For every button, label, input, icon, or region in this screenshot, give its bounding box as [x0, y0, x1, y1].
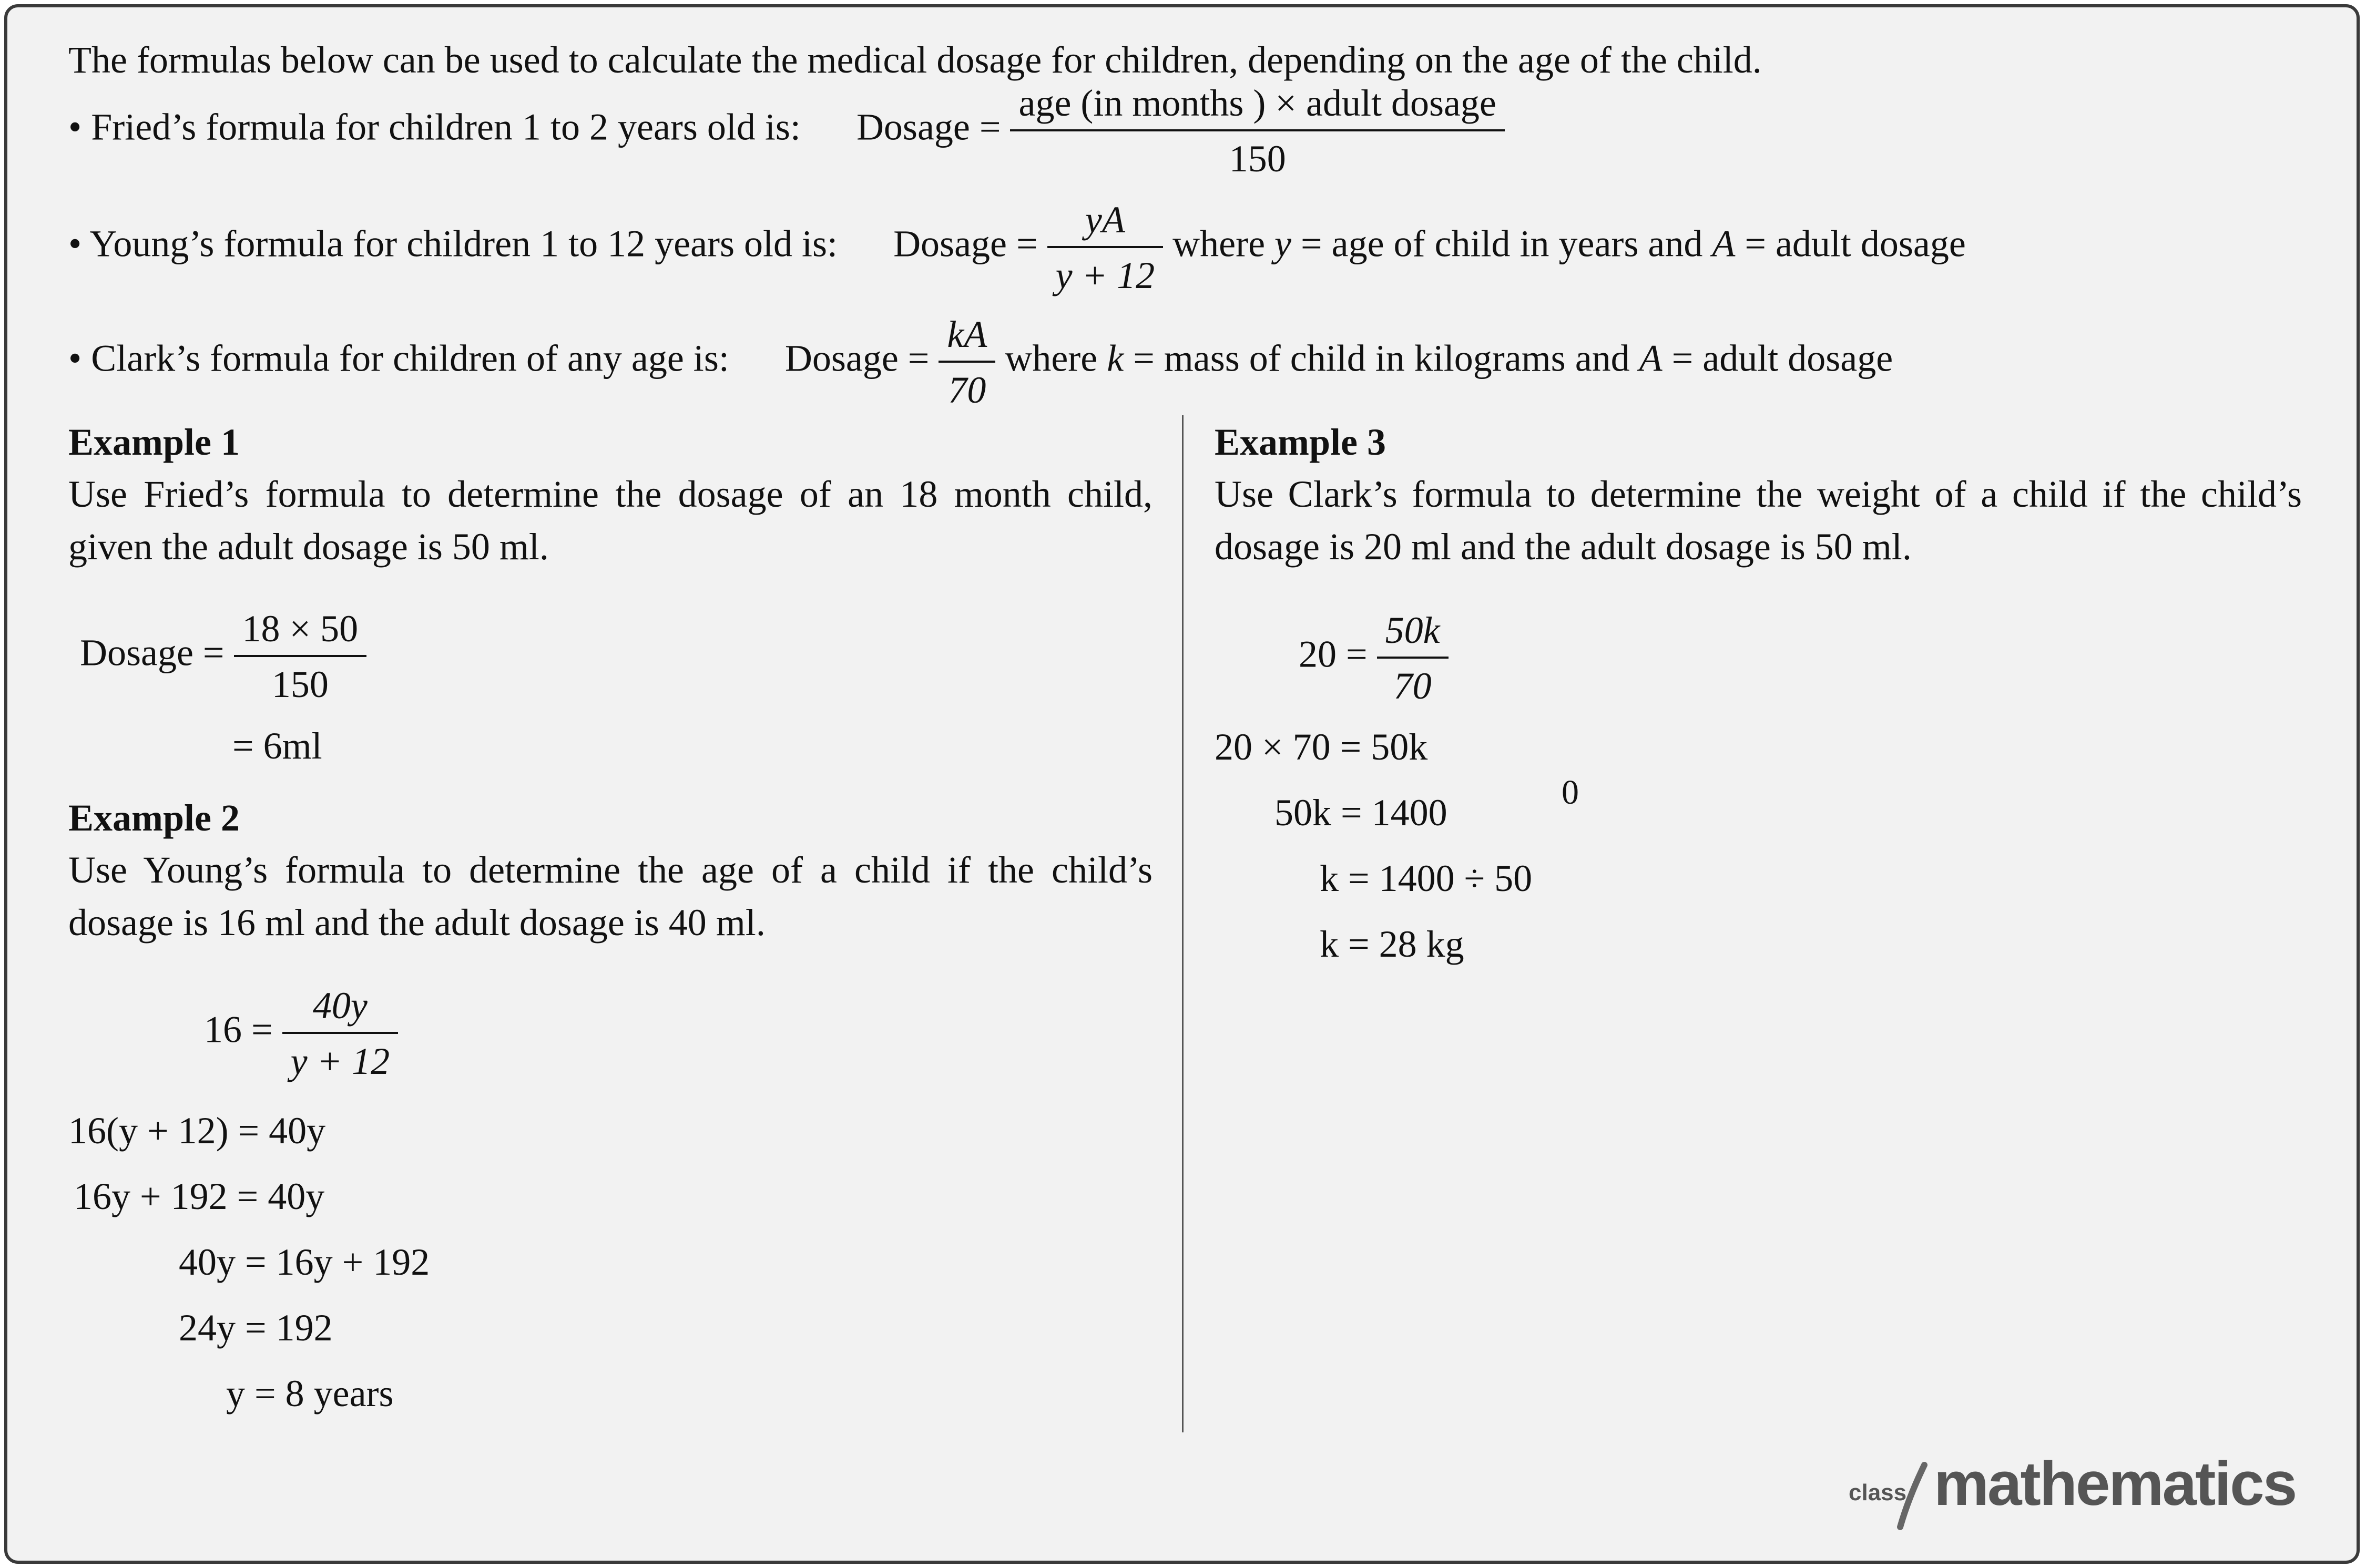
fried-numerator: age (in months ) × adult dosage [1010, 84, 1504, 131]
young-var-a: A [1712, 222, 1736, 265]
young-def-y: = age of child in years and [1301, 222, 1703, 265]
example2-step: 16(y + 12) = 40y [68, 1110, 326, 1152]
young-where: where [1172, 222, 1266, 265]
class-mathematics-logo [1845, 1448, 2308, 1527]
example1-lhs: Dosage = [80, 631, 225, 674]
example2-lhs: 16 = [204, 1008, 273, 1051]
clark-numerator: kA [939, 315, 995, 363]
example3-text: Use Clark’s formula to determine the weight of a child if the child’s dosage is 20 ml and the adult dosage is 50 ml. [1215, 473, 2302, 568]
example1-fraction [234, 610, 367, 703]
example1-denominator: 150 [271, 663, 329, 705]
example3-step: k = 28 kg [1320, 923, 1464, 965]
column-divider [1182, 415, 1184, 1432]
example2-fraction [282, 987, 399, 1080]
clark-formula [68, 315, 1893, 409]
example2-step: 40y = 16y + 192 [179, 1241, 430, 1283]
example2-step: 16y + 192 = 40y [74, 1175, 325, 1217]
example2-step: y = 8 years [226, 1372, 394, 1415]
fried-formula [68, 84, 1505, 178]
example2-text: Use Young’s formula to determine the age of a child if the child’s dosage is 16 ml and the adult dosage is 40 ml. [68, 849, 1153, 944]
young-numerator: yA [1047, 201, 1164, 248]
example3-stray-digit: 0 [1562, 773, 1579, 812]
clark-where: where [1005, 337, 1098, 380]
example2-equation [204, 987, 398, 1080]
example3-step: k = 1400 ÷ 50 [1320, 857, 1533, 899]
clark-var-k: k [1107, 337, 1124, 380]
young-denominator: y + 12 [1055, 254, 1155, 296]
clark-denominator: 70 [948, 369, 986, 411]
example1-result: = 6ml [232, 725, 322, 767]
example3-step: 50k = 1400 [1274, 792, 1447, 834]
intro-text: The formulas below can be used to calculate the medical dosage for children, depending on the age of the child. [68, 39, 1762, 81]
fried-fraction [1010, 84, 1504, 178]
logo-class-text: class [1849, 1480, 1907, 1505]
example3-fraction [1377, 611, 1449, 705]
clark-label: • Clark’s formula for children of any age is: [68, 337, 729, 380]
fried-label: • Fried’s formula for children 1 to 2 years old is: [68, 106, 801, 148]
young-fraction [1047, 201, 1164, 294]
example1-equation [80, 610, 366, 703]
example3-title: Example 3 [1215, 421, 1386, 463]
clark-fraction [939, 315, 995, 409]
example2-denominator: y + 12 [290, 1040, 390, 1082]
example3-lhs: 20 = [1299, 633, 1368, 675]
clark-def-k: = mass of child in kilograms and [1133, 337, 1630, 380]
example3-numerator: 50k [1377, 611, 1449, 659]
example3-step: 20 × 70 = 50k [1215, 726, 1428, 768]
example2-title: Example 2 [68, 797, 240, 839]
young-var-y: y [1274, 222, 1292, 265]
clark-var-a: A [1639, 337, 1663, 380]
clark-def-a: = adult dosage [1671, 337, 1893, 380]
example3-equation [1299, 611, 1449, 705]
fried-denominator: 150 [1229, 138, 1286, 180]
example2-numerator: 40y [282, 987, 399, 1034]
young-label: • Young’s formula for children 1 to 12 years old is: [68, 222, 838, 265]
young-formula [68, 201, 1966, 294]
fried-lhs: Dosage = [856, 106, 1001, 148]
logo-main-text: mathematics [1934, 1449, 2296, 1519]
example1-numerator: 18 × 50 [234, 610, 367, 657]
example1-text: Use Fried’s formula to determine the dosage of an 18 month child, given the adult dosage is 50 ml. [68, 473, 1153, 568]
young-lhs: Dosage = [893, 222, 1038, 265]
example1-title: Example 1 [68, 421, 240, 463]
example2-step: 24y = 192 [179, 1307, 333, 1349]
example3-denominator: 70 [1393, 665, 1432, 707]
young-def-a: = adult dosage [1745, 222, 1966, 265]
clark-lhs: Dosage = [784, 337, 930, 380]
